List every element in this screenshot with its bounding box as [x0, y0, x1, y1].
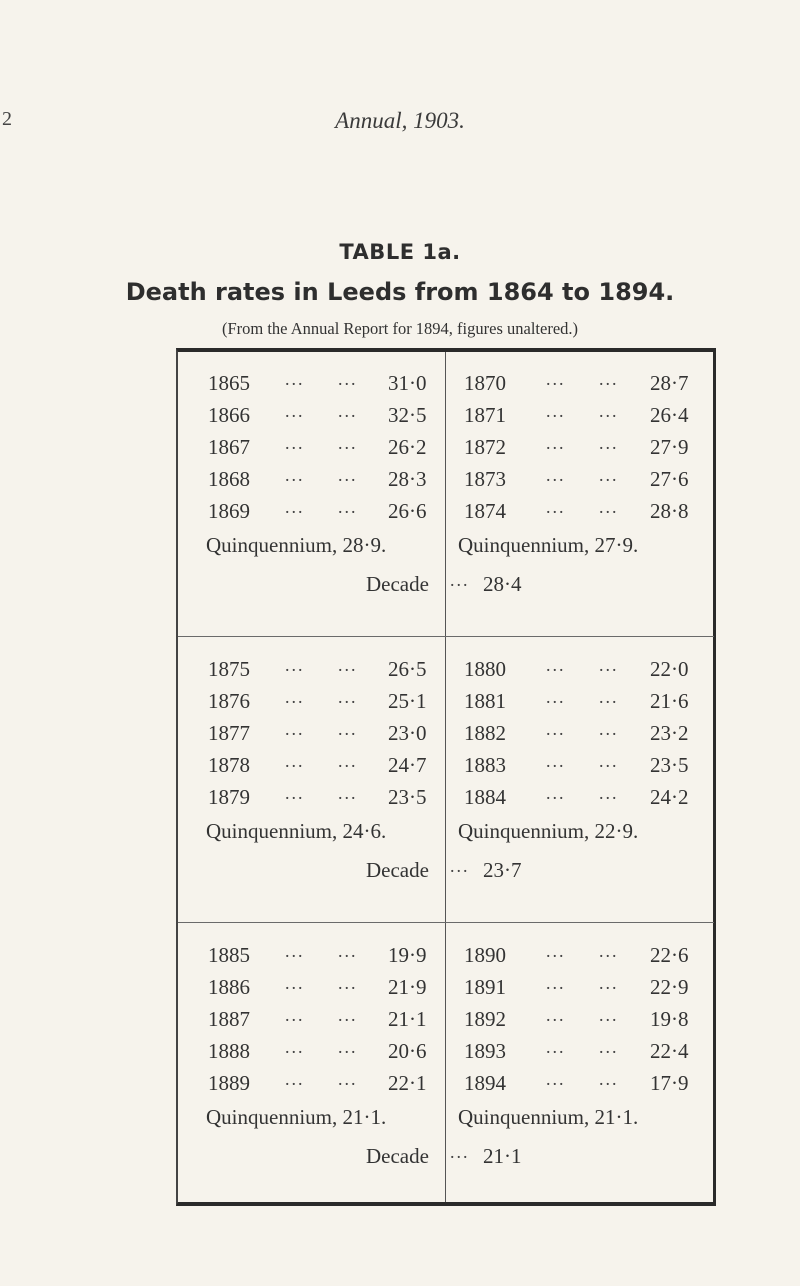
leader-dots: ... — [285, 497, 305, 517]
leader-dots: ... — [285, 1069, 305, 1089]
leader-dots: ... — [285, 751, 305, 771]
quinquennium-right: Quinquennium, 21·1. — [458, 1105, 639, 1129]
year-cell: 1878 — [208, 753, 250, 777]
leader-dots: ... — [285, 1037, 305, 1057]
year-cell: 1866 — [208, 403, 250, 427]
table-row — [208, 1036, 428, 1066]
rate-cell: 23·5 — [388, 785, 427, 809]
quinquennium-left: Quinquennium, 28·9. — [206, 533, 387, 557]
leader-dots: ... — [338, 973, 358, 993]
rate-cell: 26·6 — [388, 499, 427, 523]
leader-dots: ... — [450, 570, 470, 590]
table-row — [464, 972, 694, 1002]
leader-dots: ... — [285, 465, 305, 485]
leader-dots: ... — [599, 973, 619, 993]
rate-cell: 27·6 — [650, 467, 689, 491]
leader-dots: ... — [599, 497, 619, 517]
table-row — [208, 686, 428, 716]
period-block — [178, 358, 714, 638]
leader-dots: ... — [599, 783, 619, 803]
year-cell: 1884 — [464, 785, 506, 809]
leader-dots: ... — [285, 401, 305, 421]
leader-dots: ... — [546, 369, 566, 389]
year-cell: 1880 — [464, 657, 506, 681]
quinquennium-right: Quinquennium, 22·9. — [458, 819, 639, 843]
leader-dots: ... — [546, 973, 566, 993]
table-row — [208, 368, 428, 398]
leader-dots: ... — [546, 497, 566, 517]
year-cell: 1873 — [464, 467, 506, 491]
leader-dots: ... — [546, 1037, 566, 1057]
table-row — [464, 686, 694, 716]
year-cell: 1867 — [208, 435, 250, 459]
decade-value: 28·4 — [483, 572, 522, 596]
rate-cell: 24·7 — [388, 753, 427, 777]
year-cell: 1894 — [464, 1071, 506, 1095]
leader-dots: ... — [285, 941, 305, 961]
table-row — [208, 1068, 428, 1098]
decade-value: 23·7 — [483, 858, 522, 882]
table-row — [208, 464, 428, 494]
year-cell: 1889 — [208, 1071, 250, 1095]
leader-dots: ... — [285, 973, 305, 993]
rate-cell: 26·4 — [650, 403, 689, 427]
year-cell: 1872 — [464, 435, 506, 459]
year-cell: 1885 — [208, 943, 250, 967]
decade-value: 21·1 — [483, 1144, 522, 1168]
rate-cell: 25·1 — [388, 689, 427, 713]
leader-dots: ... — [546, 941, 566, 961]
rate-cell: 23·5 — [650, 753, 689, 777]
leader-dots: ... — [338, 1069, 358, 1089]
decade-label: Decade — [366, 858, 429, 882]
table-row — [464, 1036, 694, 1066]
table-row — [208, 496, 428, 526]
period-block — [178, 644, 714, 924]
year-cell: 1865 — [208, 371, 250, 395]
leader-dots: ... — [599, 1005, 619, 1025]
leader-dots: ... — [338, 1005, 358, 1025]
leader-dots: ... — [338, 369, 358, 389]
rate-cell: 22·4 — [650, 1039, 689, 1063]
period-block — [178, 930, 714, 1210]
rate-cell: 21·1 — [388, 1007, 427, 1031]
year-cell: 1893 — [464, 1039, 506, 1063]
leader-dots: ... — [285, 719, 305, 739]
leader-dots: ... — [338, 719, 358, 739]
leader-dots: ... — [285, 369, 305, 389]
leader-dots: ... — [338, 751, 358, 771]
rate-cell: 20·6 — [388, 1039, 427, 1063]
leader-dots: ... — [599, 1037, 619, 1057]
year-cell: 1886 — [208, 975, 250, 999]
year-cell: 1869 — [208, 499, 250, 523]
rate-cell: 23·2 — [650, 721, 689, 745]
leader-dots: ... — [599, 369, 619, 389]
rate-cell: 21·9 — [388, 975, 427, 999]
table-row — [208, 400, 428, 430]
rate-cell: 22·0 — [650, 657, 689, 681]
table-row — [208, 750, 428, 780]
rate-cell: 26·2 — [388, 435, 427, 459]
leader-dots: ... — [599, 1069, 619, 1089]
year-cell: 1874 — [464, 499, 506, 523]
year-cell: 1868 — [208, 467, 250, 491]
year-cell: 1871 — [464, 403, 506, 427]
page-number: 2 — [2, 108, 12, 130]
table-row — [464, 940, 694, 970]
year-cell: 1890 — [464, 943, 506, 967]
table-label: TABLE 1a. — [339, 240, 461, 264]
rate-cell: 26·5 — [388, 657, 427, 681]
year-cell: 1892 — [464, 1007, 506, 1031]
year-cell: 1870 — [464, 371, 506, 395]
rate-cell: 17·9 — [650, 1071, 689, 1095]
leader-dots: ... — [338, 941, 358, 961]
year-cell: 1891 — [464, 975, 506, 999]
rate-cell: 28·3 — [388, 467, 427, 491]
rate-cell: 19·9 — [388, 943, 427, 967]
leader-dots: ... — [599, 941, 619, 961]
rate-cell: 28·7 — [650, 371, 689, 395]
leader-dots: ... — [338, 1037, 358, 1057]
leader-dots: ... — [546, 401, 566, 421]
rate-cell: 31·0 — [388, 371, 427, 395]
rate-cell: 22·9 — [650, 975, 689, 999]
decade-label: Decade — [366, 1144, 429, 1168]
leader-dots: ... — [599, 719, 619, 739]
year-cell: 1882 — [464, 721, 506, 745]
rate-cell: 19·8 — [650, 1007, 689, 1031]
rate-cell: 32·5 — [388, 403, 427, 427]
table-row — [208, 718, 428, 748]
table-row — [464, 718, 694, 748]
leader-dots: ... — [338, 465, 358, 485]
table-source-note: (From the Annual Report for 1894, figures unaltered.) — [221, 319, 579, 338]
leader-dots: ... — [285, 1005, 305, 1025]
table-row — [464, 654, 694, 684]
leader-dots: ... — [599, 687, 619, 707]
year-cell: 1879 — [208, 785, 250, 809]
year-cell: 1887 — [208, 1007, 250, 1031]
table-row — [464, 1004, 694, 1034]
table-row — [464, 1068, 694, 1098]
leader-dots: ... — [599, 655, 619, 675]
table-row — [464, 782, 694, 812]
rate-cell: 21·6 — [650, 689, 689, 713]
year-cell: 1876 — [208, 689, 250, 713]
rate-cell: 22·1 — [388, 1071, 427, 1095]
table-row — [208, 940, 428, 970]
leader-dots: ... — [546, 433, 566, 453]
leader-dots: ... — [338, 433, 358, 453]
table-title: Death rates in Leeds from 1864 to 1894. — [125, 278, 675, 306]
table-row — [464, 368, 694, 398]
leader-dots: ... — [546, 1069, 566, 1089]
year-cell: 1875 — [208, 657, 250, 681]
year-cell: 1877 — [208, 721, 250, 745]
leader-dots: ... — [546, 751, 566, 771]
leader-dots: ... — [450, 1142, 470, 1162]
leader-dots: ... — [338, 655, 358, 675]
leader-dots: ... — [546, 1005, 566, 1025]
rate-cell: 22·6 — [650, 943, 689, 967]
year-cell: 1883 — [464, 753, 506, 777]
leader-dots: ... — [338, 401, 358, 421]
year-cell: 1888 — [208, 1039, 250, 1063]
table-row — [208, 972, 428, 1002]
leader-dots: ... — [285, 655, 305, 675]
leader-dots: ... — [546, 719, 566, 739]
quinquennium-left: Quinquennium, 24·6. — [206, 819, 387, 843]
leader-dots: ... — [338, 783, 358, 803]
table-row — [208, 782, 428, 812]
table-row — [464, 496, 694, 526]
leader-dots: ... — [546, 687, 566, 707]
rate-cell: 27·9 — [650, 435, 689, 459]
rate-cell: 24·2 — [650, 785, 689, 809]
table-row — [208, 1004, 428, 1034]
leader-dots: ... — [285, 433, 305, 453]
decade-label: Decade — [366, 572, 429, 596]
quinquennium-right: Quinquennium, 27·9. — [458, 533, 639, 557]
table-row — [208, 432, 428, 462]
leader-dots: ... — [450, 856, 470, 876]
table-row — [464, 400, 694, 430]
table-row — [208, 654, 428, 684]
rate-cell: 23·0 — [388, 721, 427, 745]
leader-dots: ... — [599, 751, 619, 771]
leader-dots: ... — [285, 687, 305, 707]
leader-dots: ... — [546, 655, 566, 675]
leader-dots: ... — [338, 497, 358, 517]
rate-cell: 28·8 — [650, 499, 689, 523]
leader-dots: ... — [599, 433, 619, 453]
quinquennium-left: Quinquennium, 21·1. — [206, 1105, 387, 1129]
leader-dots: ... — [599, 465, 619, 485]
leader-dots: ... — [546, 783, 566, 803]
leader-dots: ... — [285, 783, 305, 803]
leader-dots: ... — [546, 465, 566, 485]
table-row — [464, 432, 694, 462]
leader-dots: ... — [338, 687, 358, 707]
table-row — [464, 464, 694, 494]
year-cell: 1881 — [464, 689, 506, 713]
running-title: Annual, 1903. — [335, 108, 465, 133]
leader-dots: ... — [599, 401, 619, 421]
table-row — [464, 750, 694, 780]
